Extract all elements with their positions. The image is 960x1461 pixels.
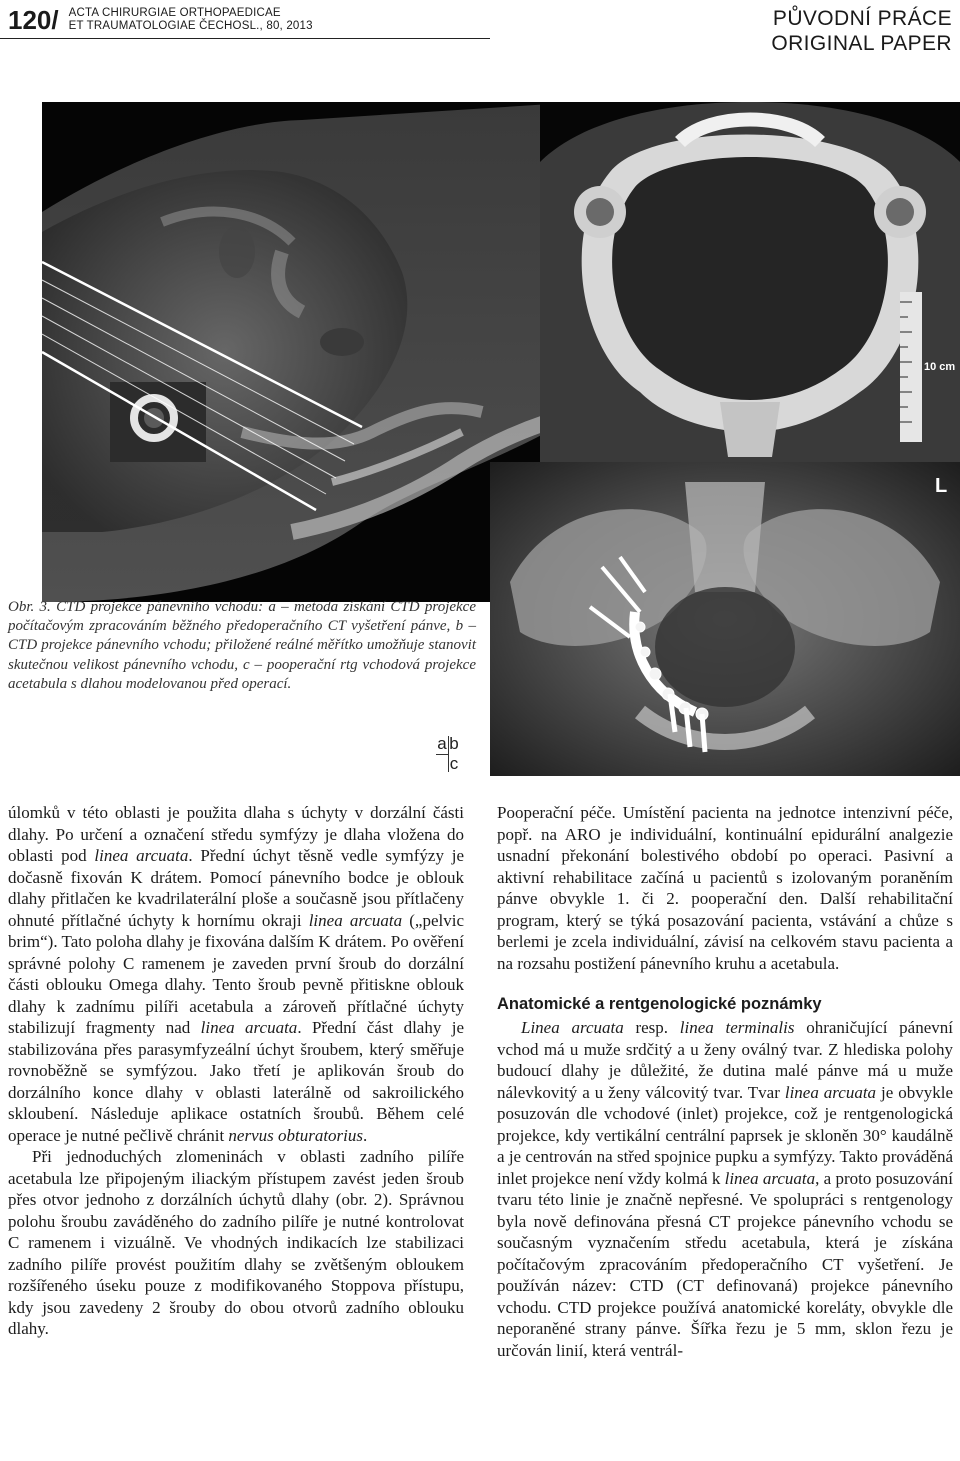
figure-panel-b-ctd-inlet — [540, 102, 960, 462]
paragraph: úlomků v této oblasti je použita dlaha s úchyty v dorzální části dlahy. Po určení a označení středu symfýzy je dlaha vložena do oblasti pod linea arcuata. Přední úchyt těsně vedle symfýzy je dočasně fixován K drátem. Pomocí pánevního bodce je oblouk dlahy přitlačen ke kvadrilaterální ploše a současně jsou přítlačeny ohnuté přítlačné úchyty k hornímu okraji linea arcuata („pelvic brim“). Tato poloha dlahy je fixována dalším K drátem. Po ověření správné polohy C ramenem je zaveden první šroub do dorzální části oblouku Omega dlahy. Tento šroub pevně přitiskne oblouk dlahy k zadnímu pilíři acetabula a zároveň přítlačné úchyty stabilizují fragmenty nad linea arcuata. Přední část dlahy je stabilizována přes parasymfyzeální úchyt šroubem, který směřuje rovnoběžně se symfýzou. Jako třetí je aplikován šroub do dorzálního konce dlahy v oblasti laterálně od sakroilického skloubení. Následuje aplikace ostatních šroubů. Během celé operace je nutné pečlivě chránit nervus obturatorius. — [8, 803, 465, 1145]
panel-key-c: c — [449, 754, 459, 773]
paragraph: Linea arcuata resp. linea terminalis ohraničující pánevní vchod má u muže srdčitý a u ženy oválný tvar. Z hlediska polohy budoucí dlahy je důležité, že dutina malé pánve má u muže nálevkovitý a u ženy válcovitý tvar. Tvar linea arcuata je obvykle posuzován dle vchodové (inlet) projekce, což je rentgenologická projekce, kdy vertikální centrální paprsek je skloněn 30° kaudálně a je centrován na střed spojnice pupku a symfýzy. Takto prováděná inlet projekce není vždy kolmá k linea arcuata, a proto posuzování tvaru této linie je značně nepřesné. Ve spolupráci s rentgenology byla nově definována přesná CT projekce pánevního vchodu se současným vyznačením středu acetabula, která je získána počítačovým zpracováním předoperačního CT vyšetření. Je používán název: CTD (CT definovaná) projekce pánevního vchodu. CTD projekce používá anatomické koreláty, obvykle dle neporaněné strany pánve. Šířka řezu je 5 mm, sklon řezu je určován linií, která ventrál- — [497, 1018, 954, 1360]
page-number: 120/ — [8, 5, 59, 35]
section-label — [771, 6, 952, 56]
figure-caption: Obr. 3. CTD projekce pánevního vchodu: a – metoda získání CTD projekce počítačovým zpracováním běžného předoperačního CT vyšetření pánve, b – CTD projekce pánevního vchodu; přiložené reálné měřítko umožňuje stanovit skutečnou velikost pánevního vchodu, c – pooperační rtg vchodová projekce acetabula s dlahou modelovanou před operací. — [8, 599, 476, 692]
side-marker: L — [935, 475, 948, 497]
panel-key — [436, 734, 460, 774]
ruler-label: 10 cm — [924, 361, 956, 373]
header-rule — [0, 38, 490, 39]
journal-name-line1: ACTA CHIRURGIAE ORTHOPAEDICAE — [68, 7, 281, 19]
paragraph: Pooperační péče. Umístění pacienta na jednotce intenzivní péče, popř. na ARO je individuální, kontinuální epidurální analgezie usnadní překonání bolestivého období po operaci. Pasivní a aktivní rehabilitace začíná u pacientů s izolovaným poraněním pánve obvykle 1. či 2. pooperační den. Další rehabilitační program, který se týká posazování pacienta, vstávání a chůze s berlemi je zcela individuální, závisí na celkovém stavu pacienta a na rozsahu postižení pánevního kruhu a acetabula. — [497, 803, 953, 973]
text-column-left — [8, 802, 464, 1340]
journal-name — [69, 7, 313, 33]
section-label-en: ORIGINAL PAPER — [771, 32, 952, 55]
journal-name-line2: ET TRAUMATOLOGIAE ČECHOSL., 80, 2013 — [68, 20, 313, 32]
figure-panel-c-postop-xray — [490, 462, 960, 776]
section-heading: Anatomické a rentgenologické poznámky — [497, 995, 822, 1013]
panel-key-b: b — [449, 734, 459, 753]
panel-key-a: a — [437, 734, 447, 753]
paragraph: Při jednoduchých zlomeninách v oblasti zadního pilíře acetabula lze připojeným iliackým přístupem zavést jeden šroub přes otvor jednoho z dorzálních úchytů dlahy (obr. 2). Správnou polohu šroubu zaváděného do zadního pilíře je nutné kontrolovat C ramenem i vizuálně. Ve vhodných indikacích lze stabilizaci zadního pilíře provést použitím dlahy se zvětšeným obloukem rozšířeného úseku pouze z modifikovaného Stoppova přístupu, kdy jsou zavedeny 2 šrouby do obou otvorů zadního oblouku dlahy. — [8, 1147, 464, 1338]
text-column-right — [497, 802, 953, 1361]
running-header-left — [8, 4, 313, 40]
section-label-cz: PŮVODNÍ PRÁCE — [772, 7, 952, 30]
